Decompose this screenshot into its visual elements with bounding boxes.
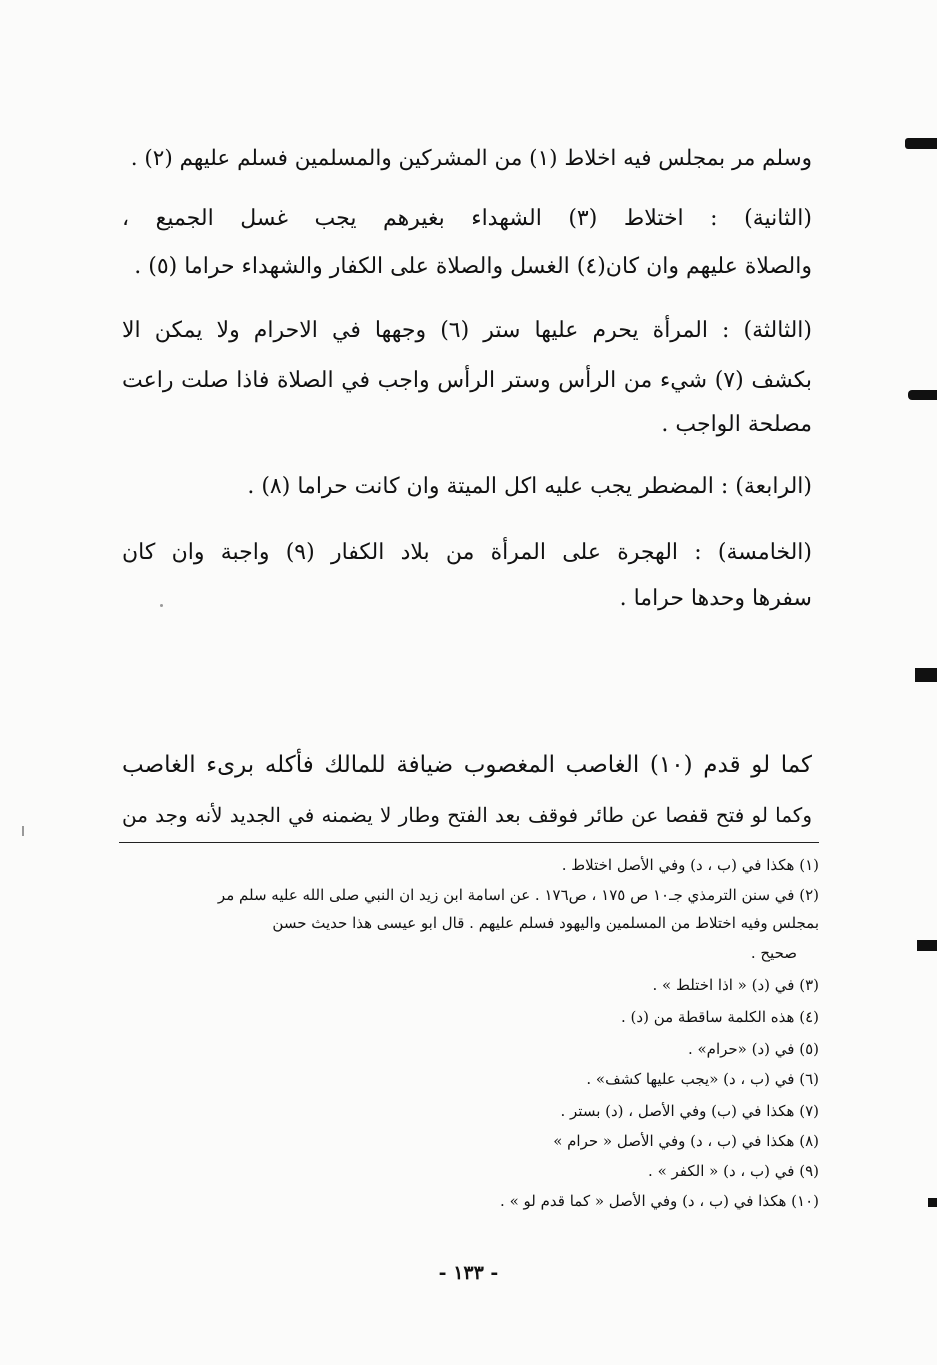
body-line: بكشف (٧) شيء من الرأس وستر الرأس واجب في الصلاة فاذا صلت راعت <box>122 368 812 393</box>
footnote: (٨) هكذا في (ب ، د) وفي الأصل « حرام » <box>553 1132 819 1150</box>
edge-mark <box>905 138 937 149</box>
body-line: (الثالثة) : المرأة يحرم عليها ستر (٦) وجهها في الاحرام ولا يمكن الا <box>122 318 812 343</box>
scan-speck <box>160 604 163 607</box>
footnote-divider <box>119 842 819 843</box>
body-line: (الرابعة) : المضطر يجب عليه اكل الميتة وان كانت حراما (٨) . <box>247 474 812 499</box>
footnote: (٩) في (ب ، د) « الكفر » . <box>648 1162 819 1180</box>
footnote-continuation: صحيح . <box>750 944 797 962</box>
footnote: (٦) في (ب ، د) «يجب عليها كشف» . <box>586 1070 819 1088</box>
body-line: (الخامسة) : الهجرة على المرأة من بلاد الكفار (٩) واجبة وان كان <box>122 540 812 565</box>
body-line: مصلحة الواجب . <box>661 412 812 437</box>
footnote: (٥) في (د) «حرام» . <box>687 1040 819 1058</box>
body-line: وسلم مر بمجلس فيه اخلاط (١) من المشركين والمسلمين فسلم عليهم (٢) . <box>130 146 812 171</box>
footnote: (٤) هذه الكلمة ساقطة من (د) . <box>621 1008 819 1026</box>
edge-mark <box>917 940 937 951</box>
edge-mark <box>915 668 937 682</box>
footnote: (١) هكذا في (ب ، د) وفي الأصل اختلاط . <box>561 856 819 874</box>
footnote: (٢) في سنن الترمذي جـ١٠ ص ١٧٥ ، ص١٧٦ . عن اسامة ابن زيد ان النبي صلى الله عليه سلم مر <box>217 886 819 904</box>
footnote: (٣) في (د) « اذا اختلط » . <box>652 976 819 994</box>
body-line: وكما لو فتح قفصا عن طائر فوقف بعد الفتح وطار لا يضمنه في الجديد لأنه وجد من <box>122 803 812 827</box>
body-line: والصلاة عليهم وان كان(٤) الغسل والصلاة على الكفار والشهداء حراما (٥) . <box>134 254 812 279</box>
body-line: سفرها وحدها حراما . <box>619 586 812 611</box>
footnote: (٧) هكذا في (ب) وفي الأصل ، (د) بستر . <box>560 1102 819 1120</box>
page-number: - ١٣٣ - <box>438 1262 499 1284</box>
edge-mark <box>908 390 937 400</box>
body-line: (الثانية) : اختلاط (٣) الشهداء بغيرهم يجب غسل الجميع ، <box>122 206 812 231</box>
footnote: (١٠) هكذا في (ب ، د) وفي الأصل « كما قدم لو » . <box>500 1192 819 1210</box>
scan-speck <box>22 826 24 836</box>
edge-mark <box>928 1198 937 1207</box>
footnote-continuation: بمجلس وفيه اختلاط من المسلمين واليهود فسلم عليهم . قال ابو عيسى هذا حديث حسن <box>272 914 819 932</box>
body-line: كما لو قدم (١٠) الغاصب المغصوب ضيافة للمالك فأكله برىء الغاصب <box>122 752 812 778</box>
